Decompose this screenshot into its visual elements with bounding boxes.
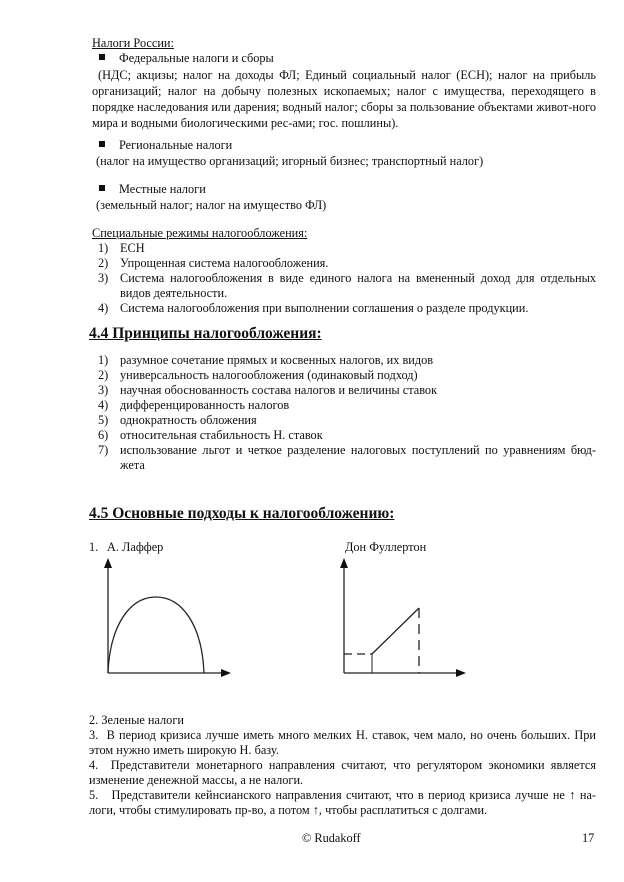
laffer-curve-chart [80, 555, 280, 705]
list-item: 5. Представители кейнсианского направления считают, что в период кризиса лучше не ↑ на-логи, чтобы стимулировать пр-во, а потом ↑, чтобы расплатиться с долгами. [89, 788, 596, 817]
federal-taxes-description: (НДС; акцизы; налог на доходы ФЛ; Единый социальный налог (ЕСН); налог на прибыль организаций; налог на добычу полезных ископаемых; налог с имущества, переходящего в порядке наследования или дарения; водный налог; сборы за пользование объектами живот-ного мира и водными биологическими рес-ами; гос. пошлины). [92, 68, 596, 130]
local-taxes-label: Местные налоги [119, 182, 206, 196]
local-taxes-item [99, 182, 206, 197]
regional-taxes-description: (налог на имущество организаций; игорный бизнес; транспортный налог) [96, 154, 484, 168]
x-axis-arrow-icon [456, 669, 466, 677]
principles-list [98, 353, 596, 473]
section-4-4-heading: 4.4 Принципы налогообложения: [89, 325, 322, 342]
approaches-list [89, 713, 596, 818]
list-item: 2) универсальность налогообложения (одинаковый подход) [98, 368, 418, 382]
list-item: 3) Система налогообложения в виде единого налога на вмененный доход для отдельных видов деятельности. [98, 271, 596, 300]
taxes-russia-title: Налоги России: [92, 36, 174, 50]
list-item: 2. Зеленые налоги [89, 713, 184, 727]
special-regimes-list [98, 241, 596, 316]
x-axis-arrow-icon [221, 669, 231, 677]
fullerton-chart [320, 555, 480, 705]
y-axis-arrow-icon [104, 558, 112, 568]
list-item: 6) относительная стабильность Н. ставок [98, 428, 323, 442]
list-item: 4. Представители монетарного направления считают, что регулятором экономики является изменение денежной массы, а не налоги. [89, 758, 596, 787]
bullet-icon [99, 54, 105, 60]
list-item: 7) использование льгот и четкое разделение налоговых поступлений по уравнениям бюд-жета [98, 443, 596, 472]
fullerton-label: Дон Фуллертон [345, 540, 427, 554]
footer-copyright: © Rudakoff [302, 831, 361, 845]
list-item: 1) разумное сочетание прямых и косвенных налогов, их видов [98, 353, 434, 367]
list-item: 1) ЕСН [98, 241, 145, 255]
list-item: 3) научная обоснованность состава налогов и величины ставок [98, 383, 438, 397]
y-axis-arrow-icon [340, 558, 348, 568]
local-taxes-description: (земельный налог; налог на имущество ФЛ) [96, 198, 327, 212]
page-number: 17 [582, 831, 595, 845]
federal-taxes-item [99, 51, 274, 66]
list-item: 2) Упрощенная система налогообложения. [98, 256, 329, 270]
federal-taxes-label: Федеральные налоги и сборы [119, 51, 274, 65]
list-item: 4) дифференцированность налогов [98, 398, 290, 412]
bullet-icon [99, 185, 105, 191]
laffer-item: 1. А. Лаффер [89, 540, 164, 554]
list-item: 5) однократность обложения [98, 413, 257, 427]
list-item: 4) Система налогообложения при выполнении соглашения о разделе продукции. [98, 301, 529, 315]
special-regimes-title: Специальные режимы налогообложения: [92, 226, 308, 240]
bullet-icon [99, 141, 105, 147]
regional-taxes-item [99, 138, 232, 153]
laffer-label: А. Лаффер [107, 540, 164, 554]
regional-taxes-label: Региональные налоги [119, 138, 233, 152]
list-item: 3. В период кризиса лучше иметь много мелких Н. ставок, чем мало, но очень больших. При этом нужно иметь широкую Н. базу. [89, 728, 596, 757]
section-4-5-heading: 4.5 Основные подходы к налогообложению: [89, 505, 395, 522]
